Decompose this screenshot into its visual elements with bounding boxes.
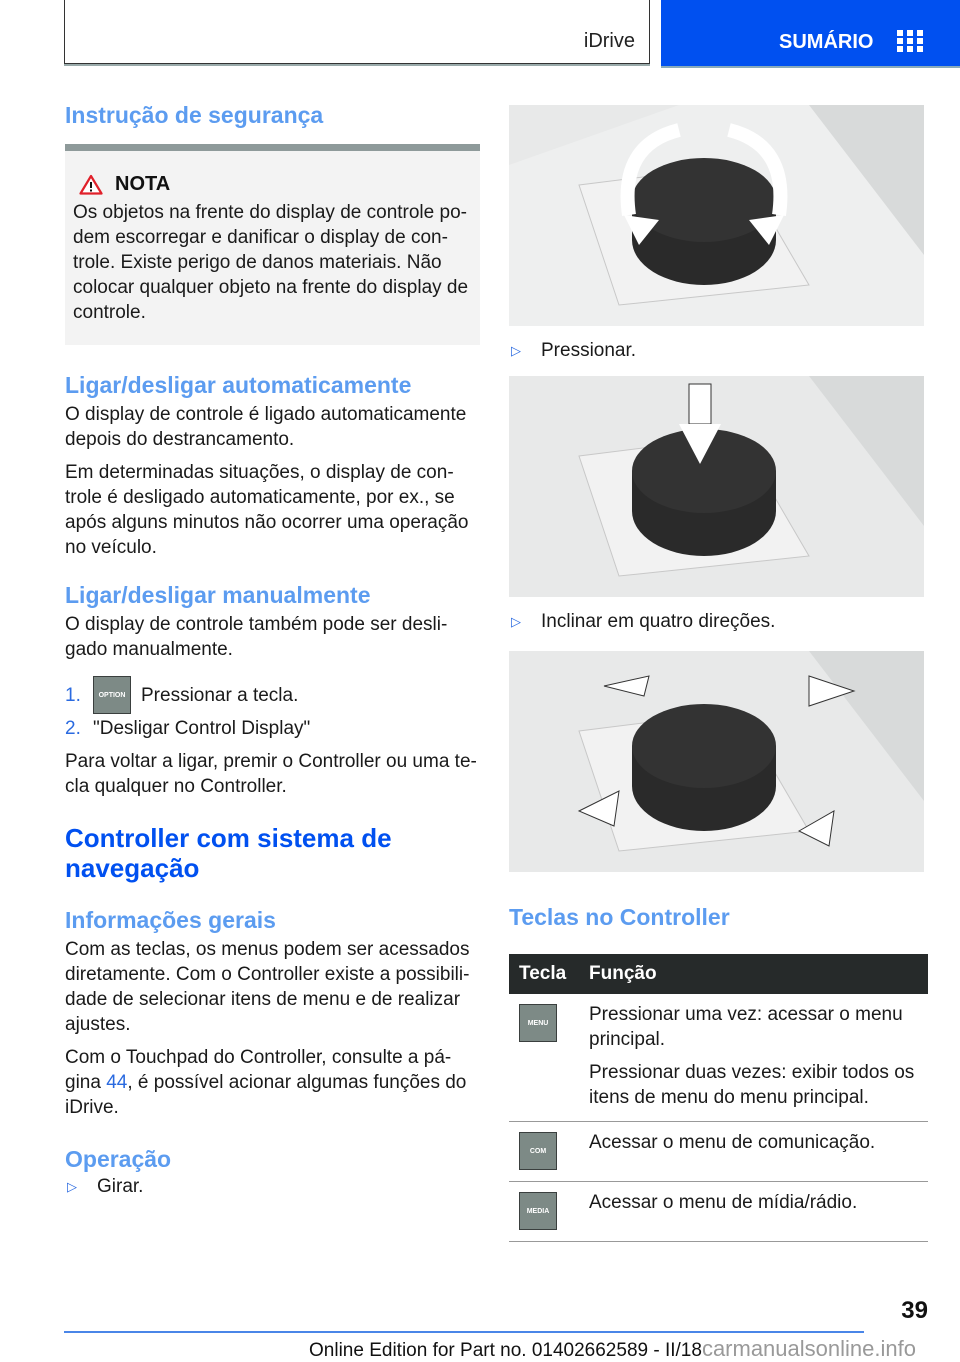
controller-press-image — [509, 376, 924, 597]
footer-edition: Online Edition for Part no. 01402662589 - II/18carmanualsonline.info — [309, 1336, 916, 1361]
bullet-text: Girar. — [97, 1176, 144, 1197]
com-key-icon: COM — [519, 1132, 557, 1170]
page-link[interactable]: 44 — [106, 1072, 128, 1093]
function-text: Acessar o menu de comunicação. — [589, 1132, 876, 1153]
step-number: 2. — [65, 718, 81, 739]
step-text: "Desligar Control Display" — [93, 718, 311, 739]
table-row — [509, 1122, 928, 1182]
media-key-icon: MEDIA — [519, 1192, 557, 1230]
controller-heading: Controller com sistema de navegação — [65, 823, 392, 883]
left-column — [65, 100, 480, 1198]
step-text: Pressionar a tecla. — [141, 684, 299, 706]
manual-paragraph-1: O display de controle também pode ser desligado manualmente. — [65, 614, 448, 660]
info-paragraph-2: Com o Touchpad do Controller, consulte a página 44, é possível acionar algumas funções do iDrive. — [65, 1047, 467, 1118]
info-heading: Informações gerais — [65, 907, 276, 933]
auto-heading: Ligar/desligar automaticamente — [65, 372, 412, 398]
caption-press — [509, 340, 928, 362]
right-column — [509, 105, 928, 1242]
safety-heading: Instrução de segurança — [65, 102, 324, 128]
toc-label: SUMÁRIO — [779, 31, 874, 53]
step-1 — [65, 676, 480, 714]
triangle-bullet-icon: ▷ — [511, 343, 521, 358]
footer-divider — [64, 1331, 864, 1333]
function-text: Pressionar uma vez: acessar o menu principal. — [589, 1004, 903, 1050]
col-header-function: Função — [579, 954, 928, 994]
controller-rotate-image — [509, 105, 924, 326]
operation-bullet — [65, 1176, 480, 1198]
function-text: Pressionar duas vezes: exibir todos os itens de menu do menu principal. — [589, 1062, 915, 1108]
operation-heading: Operação — [65, 1146, 172, 1172]
manual-heading: Ligar/desligar manualmente — [65, 582, 371, 608]
col-header-key: Tecla — [509, 954, 579, 994]
chapter-title: iDrive — [583, 30, 635, 52]
chapter-header — [64, 0, 650, 64]
keys-table — [509, 954, 928, 1242]
manual-paragraph-2: Para voltar a ligar, premir o Controller ou uma tecla qualquer no Controller. — [65, 751, 477, 797]
controller-tilt-image — [509, 651, 924, 872]
bullet-text: Pressionar. — [541, 340, 637, 361]
note-text: Os objetos na frente do display de controle podem escorregar e danificar o display de controle. Existe perigo de danos materiais. Não colocar qualquer objeto na frente do display de controle. — [73, 202, 469, 323]
watermark: carmanualsonline.info — [701, 1336, 916, 1361]
table-header-row — [509, 954, 928, 994]
caption-tilt — [509, 611, 928, 633]
option-key-icon: OPTION — [93, 676, 131, 714]
keys-heading: Teclas no Controller — [509, 904, 730, 930]
step-2 — [65, 716, 480, 741]
note-box — [65, 144, 480, 345]
grid-icon — [897, 30, 923, 52]
table-row — [509, 994, 928, 1122]
bullet-text: Inclinar em quatro direções. — [541, 611, 776, 632]
info-paragraph-1: Com as teclas, os menus podem ser acessados diretamente. Com o Controller existe a possibilidade de selecionar itens de menu e de realizar ajustes. — [65, 939, 470, 1035]
table-row — [509, 1182, 928, 1242]
triangle-bullet-icon: ▷ — [67, 1179, 77, 1194]
page-number: 39 — [901, 1297, 928, 1324]
auto-paragraph-1: O display de controle é ligado automaticamente depois do destrancamento. — [65, 404, 467, 450]
warning-triangle-icon — [79, 174, 103, 195]
step-number: 1. — [65, 684, 81, 706]
function-text: Acessar o menu de mídia/rádio. — [589, 1192, 858, 1213]
note-title: NOTA — [115, 173, 171, 195]
menu-key-icon: MENU — [519, 1004, 557, 1042]
toc-button[interactable] — [661, 0, 960, 66]
triangle-bullet-icon: ▷ — [511, 614, 521, 629]
auto-paragraph-2: Em determinadas situações, o display de controle é desligado automaticamente, por ex., se após alguns minutos não ocorrer uma operação no veículo. — [65, 462, 469, 558]
